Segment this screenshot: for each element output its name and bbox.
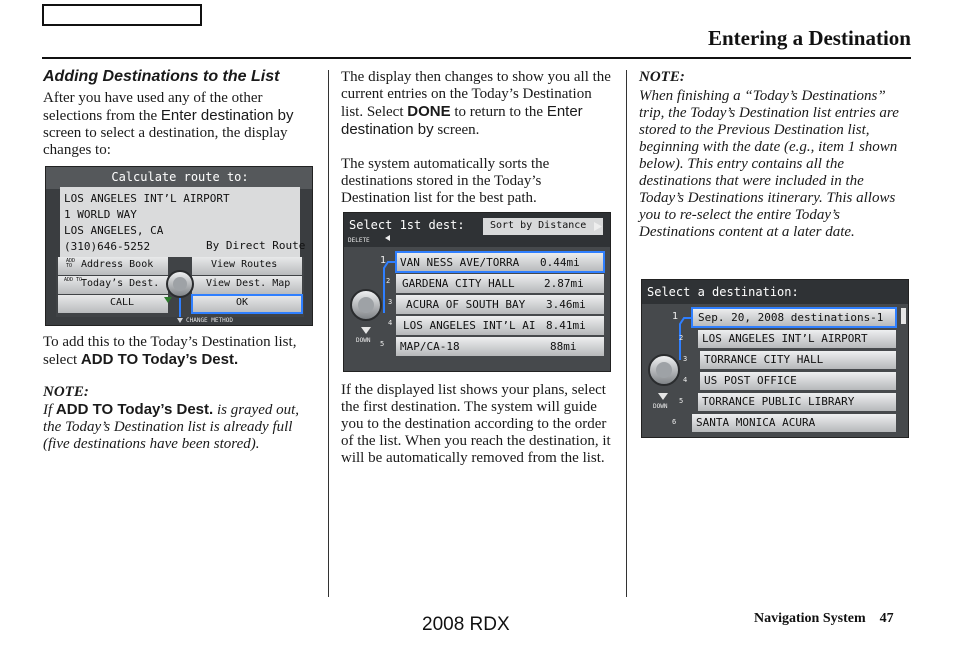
list-item-distance: 0.44mi bbox=[540, 256, 580, 269]
column-2 bbox=[341, 69, 613, 207]
screen-title: Calculate route to: bbox=[111, 170, 249, 184]
ui-term: Enter destination by bbox=[160, 107, 294, 124]
list-item-name[interactable]: GARDENA CITY HALL bbox=[402, 277, 515, 290]
footer-section bbox=[754, 611, 894, 627]
row-number: 3 bbox=[388, 298, 393, 306]
add-tag: ADD TO bbox=[64, 277, 83, 283]
screen-select-first-dest bbox=[343, 212, 611, 372]
list-item-distance: 2.87mi bbox=[544, 277, 584, 290]
screen-select-destination bbox=[641, 279, 909, 438]
text: to return to the bbox=[454, 104, 544, 120]
column-1 bbox=[43, 68, 319, 159]
todays-dest-button[interactable]: Today’s Dest. bbox=[81, 278, 160, 289]
header-box bbox=[42, 4, 202, 26]
list-item-name[interactable]: TORRANCE CITY HALL bbox=[704, 353, 824, 366]
column-1-lower bbox=[43, 334, 319, 453]
footer-model: 2008 RDX bbox=[422, 614, 510, 635]
row-number: 4 bbox=[683, 376, 688, 384]
row-number: 5 bbox=[679, 397, 684, 405]
paragraph bbox=[43, 90, 319, 159]
ui-term: ADD TO Today’s Dest. bbox=[80, 351, 239, 368]
address-line: 1 WORLD WAY bbox=[64, 208, 137, 221]
sort-by-distance-button[interactable]: Sort by Distance bbox=[490, 220, 587, 231]
address-lines bbox=[64, 191, 230, 255]
row-number: 3 bbox=[683, 355, 688, 363]
list-item-name[interactable]: MAP/CA-18 bbox=[400, 340, 460, 353]
row-number: 1 bbox=[380, 255, 387, 266]
footer-section-name: Navigation System bbox=[754, 611, 866, 626]
list-item-name[interactable]: US POST OFFICE bbox=[704, 374, 797, 387]
view-dest-map-button[interactable]: View Dest. Map bbox=[206, 278, 291, 289]
row-number: 2 bbox=[386, 277, 391, 285]
section-heading: Adding Destinations to the List bbox=[43, 68, 280, 85]
address-line: LOS ANGELES INT’L AIRPORT bbox=[64, 192, 230, 205]
call-button[interactable]: CALL bbox=[110, 297, 135, 308]
list-item-name[interactable]: TORRANCE PUBLIC LIBRARY bbox=[702, 395, 855, 408]
text: is grayed out, the Today’s Destination list is already full (five destinations have been stored). bbox=[43, 402, 300, 452]
address-book-button[interactable]: Address Book bbox=[81, 259, 154, 270]
down-label[interactable]: DOWN bbox=[653, 403, 668, 410]
list-item-name[interactable]: SANTA MONICA ACURA bbox=[696, 416, 816, 429]
note-label: NOTE: bbox=[43, 384, 89, 400]
page-number: 47 bbox=[879, 611, 894, 626]
screen-title: Select a destination: bbox=[647, 285, 799, 299]
list-item-distance: 3.46mi bbox=[546, 298, 586, 311]
column-divider bbox=[626, 70, 627, 597]
paragraph: If the displayed list shows your plans, select the first destination. The system will guide you to the destination according to the order of the list. When you reach the destination, it will be automatically removed from the list. bbox=[341, 382, 611, 466]
text: The display then changes to show you all the current entries on the Today’s Destination list. Select bbox=[341, 69, 611, 120]
paragraph: The system automatically sorts the destinations stored in the Today’s Destination list for the best path. bbox=[341, 156, 550, 206]
list-item-name[interactable]: Sep. 20, 2008 destinations-1 bbox=[698, 311, 884, 324]
list-item-distance: 8.41mi bbox=[546, 319, 586, 332]
address-line: LOS ANGELES, CA bbox=[64, 224, 164, 237]
route-type: By Direct Route bbox=[206, 239, 306, 252]
screen-title: Select 1st dest: bbox=[349, 218, 465, 232]
text: After you have used any of the other selections from the bbox=[43, 90, 263, 124]
add-tag: ADD TO bbox=[66, 258, 76, 269]
list-item-name[interactable]: LOS ANGELES INT’L AI bbox=[403, 319, 536, 332]
view-routes-button[interactable]: View Routes bbox=[211, 259, 278, 270]
delete-label[interactable]: DELETE bbox=[348, 237, 370, 244]
down-label[interactable]: DOWN bbox=[356, 337, 371, 344]
change-method-label: CHANGE METHOD bbox=[186, 317, 233, 324]
row-number: 1 bbox=[672, 311, 679, 322]
text: screen. bbox=[437, 122, 480, 138]
phone-number: (310)646-5252 bbox=[64, 240, 151, 253]
text: If bbox=[43, 402, 53, 418]
column-divider bbox=[328, 70, 329, 597]
ui-term: ADD TO Today’s Dest. bbox=[55, 401, 214, 418]
page-title: Entering a Destination bbox=[707, 26, 911, 50]
screen-calculate-route bbox=[45, 166, 313, 326]
list-item-distance: 88mi bbox=[550, 340, 577, 353]
list-item-name[interactable]: ACURA OF SOUTH BAY bbox=[406, 298, 526, 311]
paragraph bbox=[43, 334, 319, 369]
ui-term: Enter destination by bbox=[341, 103, 583, 138]
list-item-name[interactable]: LOS ANGELES INT’L AIRPORT bbox=[702, 332, 868, 345]
column-2-lower bbox=[341, 382, 613, 467]
row-number: 5 bbox=[380, 340, 385, 348]
note-text: When finishing a “Today’s Destinations” trip, the Today’s Destination list entries are stored to the Previous Destination list, beginning with the date (e.g., item 1 shown below). This entry contains all the destinations that were included in the Today’s Destinations itinerary. This allows you to re-select the entire Today’s Destinations content at a later date. bbox=[639, 88, 899, 240]
column-3 bbox=[639, 69, 911, 241]
note-label: NOTE: bbox=[639, 69, 685, 85]
note-text bbox=[43, 401, 319, 453]
text: screen to select a destination, the display changes to: bbox=[43, 125, 288, 158]
ui-term: DONE bbox=[407, 103, 451, 120]
header-rule bbox=[42, 57, 911, 59]
text: To add this to the Today’s Destination list, select bbox=[43, 334, 297, 368]
row-number: 6 bbox=[672, 418, 677, 426]
paragraph bbox=[341, 69, 613, 139]
list-item-name[interactable]: VAN NESS AVE/TORRA bbox=[400, 256, 520, 269]
row-number: 4 bbox=[388, 319, 393, 327]
ok-button[interactable]: OK bbox=[236, 297, 249, 308]
row-number: 2 bbox=[679, 334, 684, 342]
